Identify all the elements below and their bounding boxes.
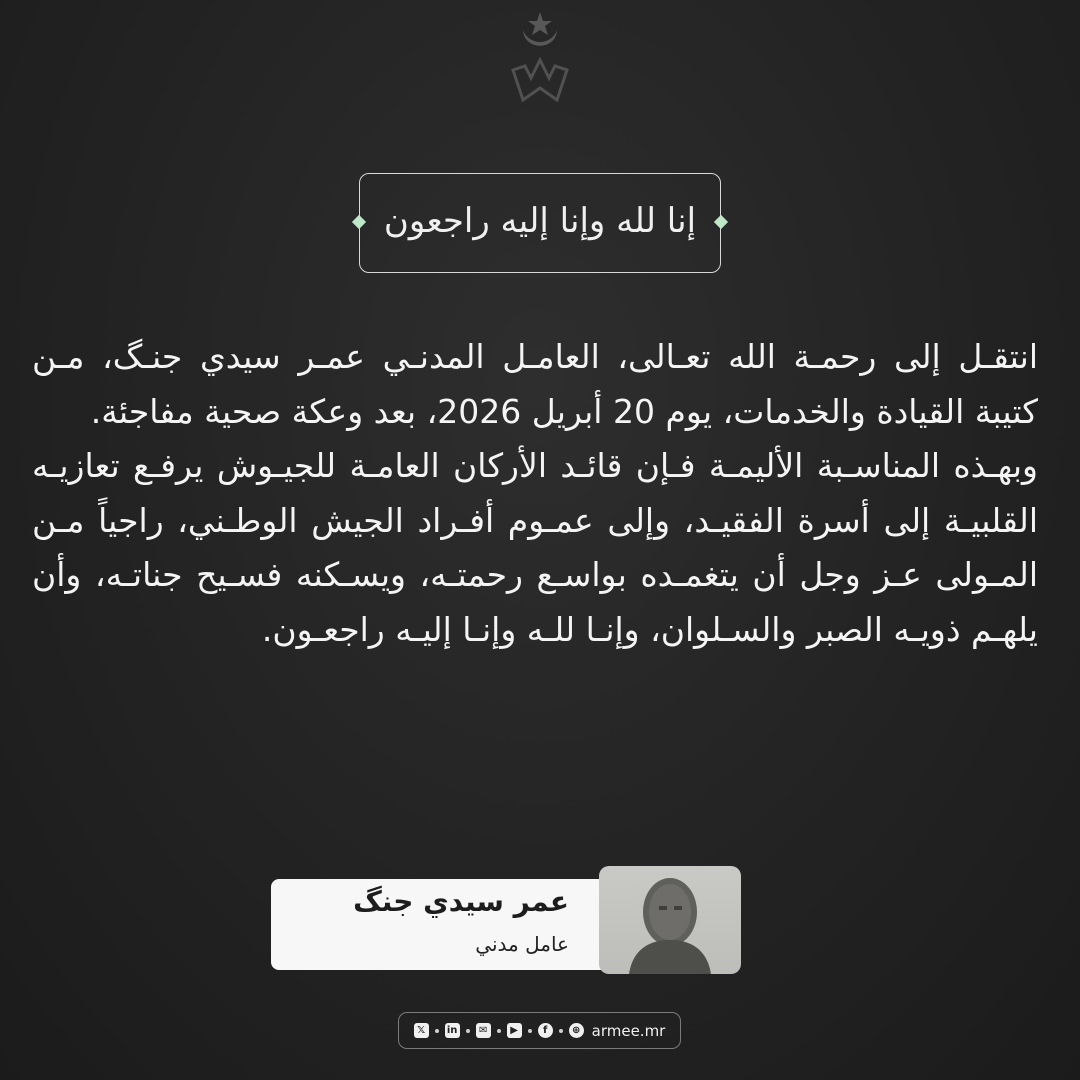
deceased-name: عمر سيدي جنگ (353, 885, 569, 918)
deceased-name-card (271, 879, 611, 970)
separator-dot (435, 1029, 439, 1033)
separator-dot (466, 1029, 470, 1033)
youtube-icon[interactable]: ▶ (507, 1023, 522, 1038)
deceased-photo (599, 866, 741, 974)
condolence-calligraphy-banner (359, 173, 721, 273)
separator-dot (559, 1029, 563, 1033)
portrait-icon (599, 866, 741, 974)
linkedin-icon[interactable]: in (445, 1023, 460, 1038)
website-link[interactable]: armee.mr (591, 1021, 666, 1040)
x-icon[interactable]: 𝕏 (414, 1023, 429, 1038)
quran-verse-calligraphy: إنا لله وإنا إليه راجعون (383, 201, 697, 241)
globe-icon[interactable]: ⊕ (569, 1023, 584, 1038)
facebook-icon[interactable]: f (538, 1023, 553, 1038)
announcement-text (32, 330, 1038, 657)
deceased-role: عامل مدني (475, 932, 569, 956)
announcement-paragraph-2: وبهـذه المناسـبة الأليمـة فـإن قائـد الأركان العامـة للجيـوش يرفـع تعازيـه القلبيـة إلى أسرة الفقيـد، وإلى عمـوم أفـراد الجيش الوطـني، راجياً مـن المـولى عـز وجل أن يتغمـده بواسـع رحمتـه، ويسـكنه فسـيح جناتـه، وأن يلهـم ذويـه الصبر والسـلوان، وإنـا للـه وإنـا إليـه راجعـون. (32, 446, 1038, 649)
separator-dot (497, 1029, 501, 1033)
announcement-paragraph-1: انتقـل إلى رحمـة الله تعـالى، العامـل المدنـي عمـر سيدي جنـگ، مـن كتيبة القيادة والخدمات، يوم 20 أبريل 2026، بعد وعكة صحية مفاجئة. (32, 337, 1038, 431)
social-footer (398, 1012, 681, 1049)
separator-dot (528, 1029, 532, 1033)
army-emblem-icon (505, 8, 575, 103)
mail-icon[interactable]: ✉ (476, 1023, 491, 1038)
